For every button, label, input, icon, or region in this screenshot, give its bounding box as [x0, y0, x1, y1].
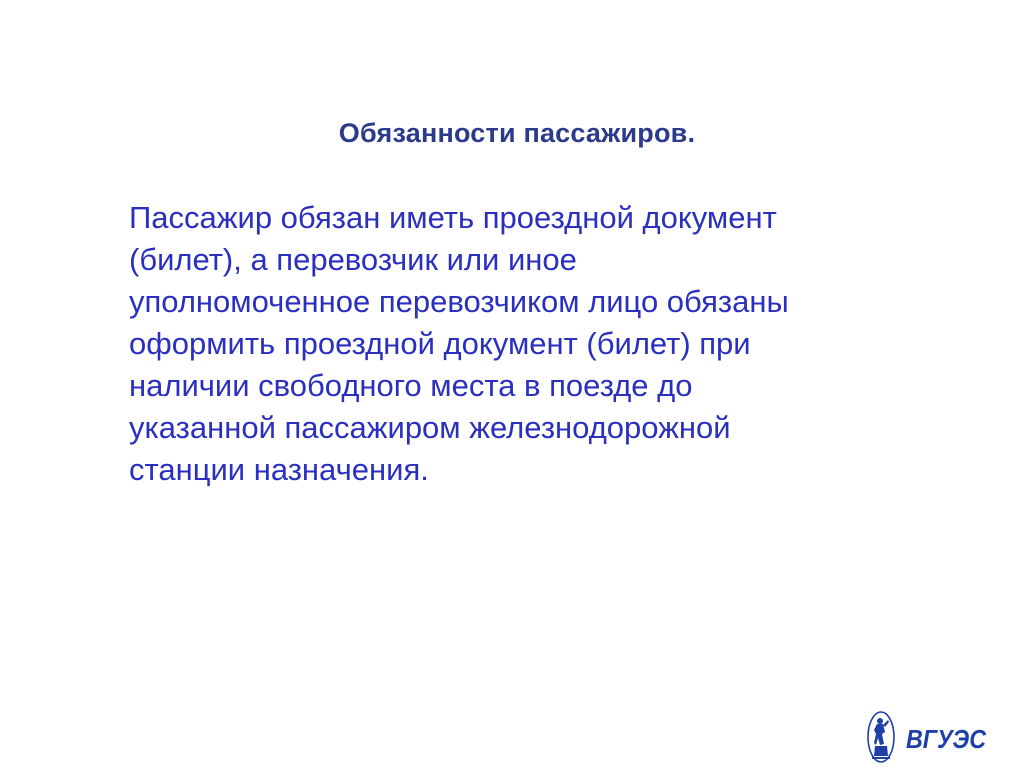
body-line: станции назначения. — [129, 452, 429, 487]
logo-wordmark — [904, 718, 990, 758]
body-line: оформить проездной документ (билет) при — [129, 326, 751, 361]
body-line: уполномоченное перевозчиком лицо обязаны — [129, 284, 789, 319]
body-line: (билет), а перевозчик или иное — [129, 242, 577, 277]
body-line: Пассажир обязан иметь проездной документ — [129, 200, 777, 235]
university-logo — [866, 710, 990, 764]
slide-body — [129, 197, 889, 491]
body-line: наличии свободного места в поезде до — [129, 368, 693, 403]
body-line: указанной пассажиром железнодорожной — [129, 410, 731, 445]
logo-text: ВГУЭС — [906, 724, 988, 754]
statue-emblem-icon — [866, 710, 896, 764]
slide-title: Обязанности пассажиров. — [338, 118, 696, 148]
